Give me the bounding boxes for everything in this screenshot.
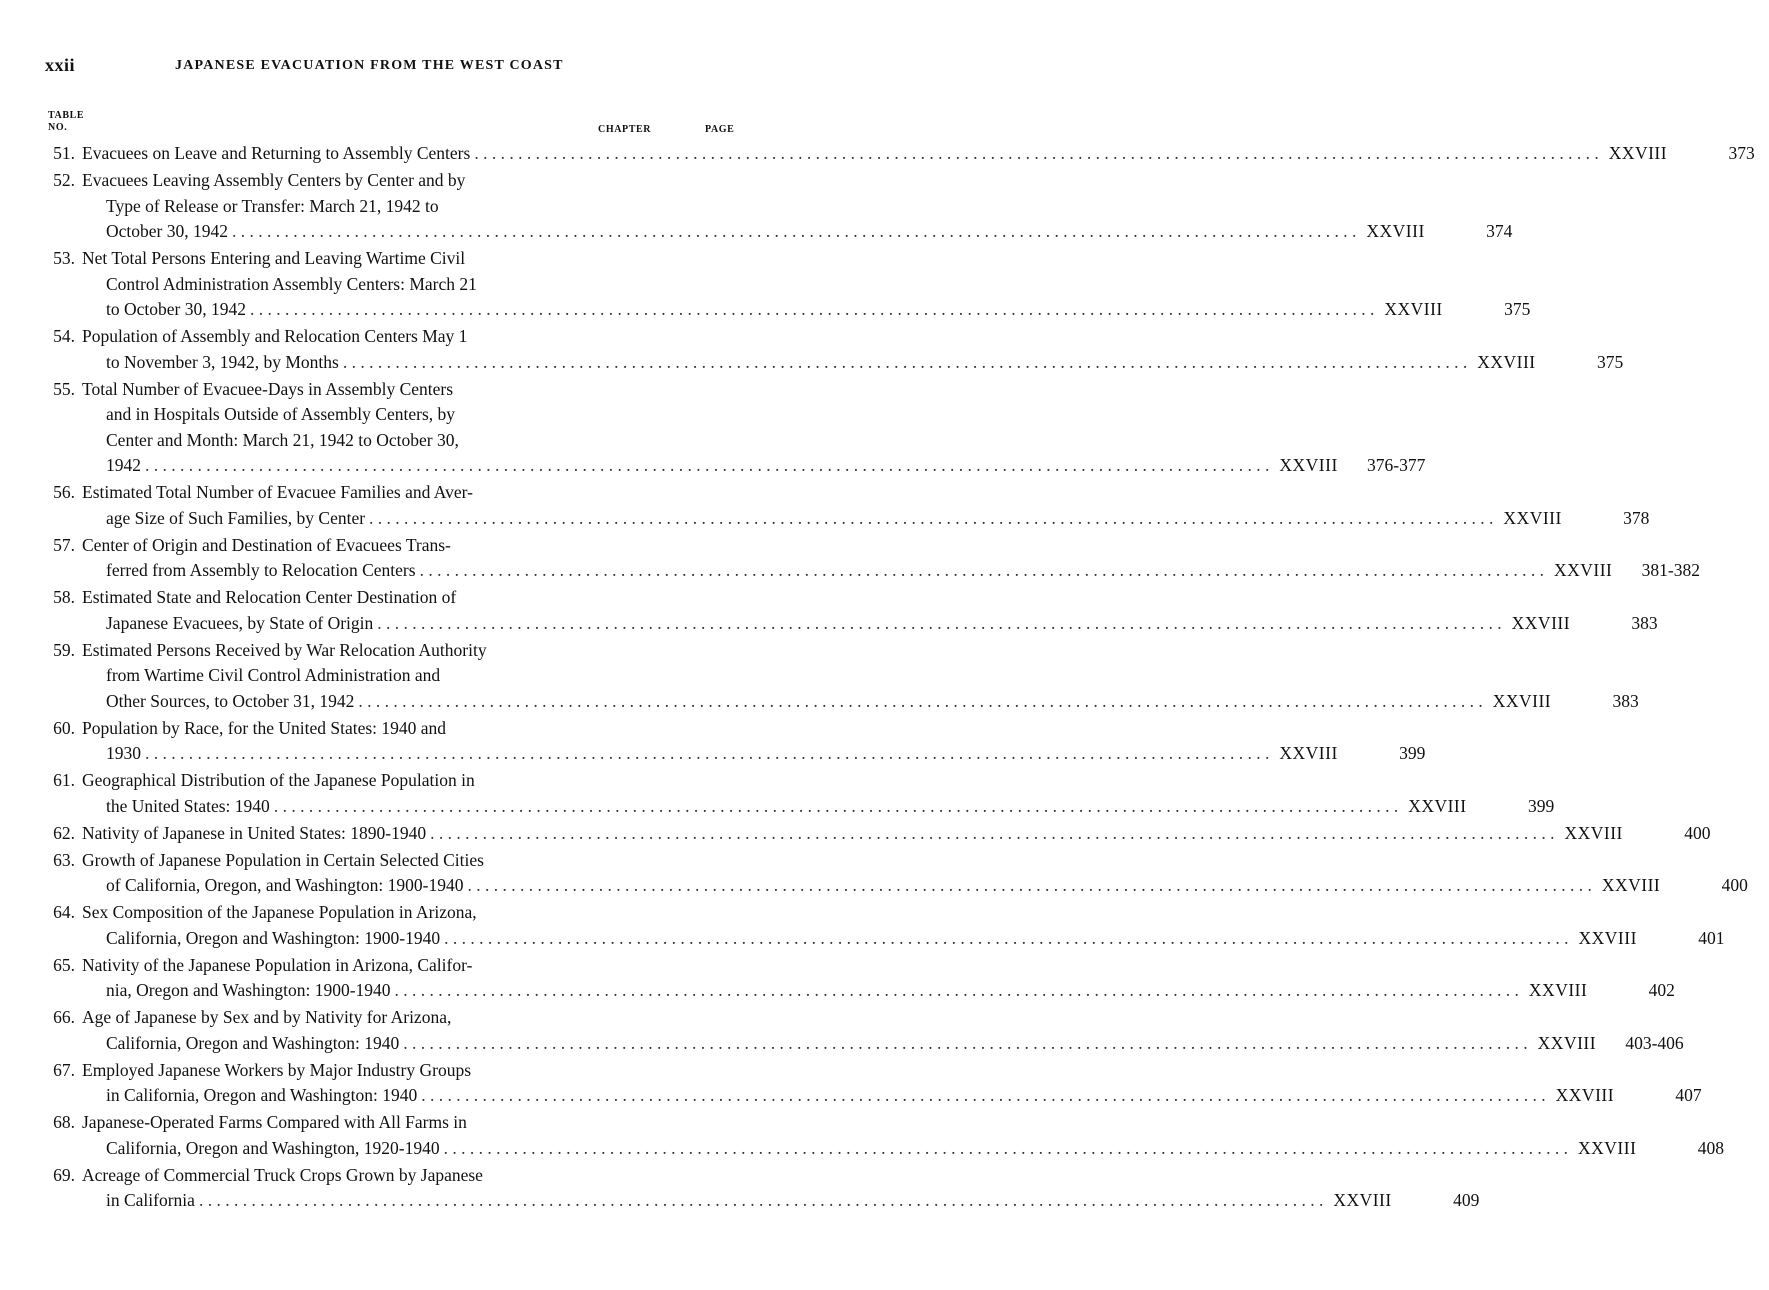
title-line: age Size of Such Families, by Center . . . [82,506,1493,532]
chapter-number: XXVIII [1601,875,1661,895]
chapter-number: XXVIII [1279,455,1338,475]
table-entry [42,168,1513,245]
page-header [45,55,765,81]
table-entry [42,638,1639,715]
table-title [82,1058,1546,1109]
page-number: xxii [45,55,76,75]
page-number-ref: 383 [1612,690,1639,711]
table-entry [42,141,1755,167]
dot-leader [250,297,1374,323]
title-line: Geographical Distribution of the Japanese Population in [82,770,475,790]
table-list [42,141,1755,1215]
table-number: 55. [53,378,75,399]
table-title [82,848,1592,899]
page-number-ref: 376-377 [1367,455,1426,475]
table-entry [42,480,1650,531]
title-line: nia, Oregon and Washington: 1900-1940 . . . [82,978,1519,1004]
table-entry [42,246,1531,323]
table-title [82,246,1374,323]
table-number: 64. [53,902,75,922]
page-number-ref: 407 [1675,1085,1702,1105]
table-entry [42,533,1700,584]
title-line: October 30, 1942 . . . [82,219,1356,245]
table-entry [42,1005,1684,1056]
page-number-ref: 399 [1399,743,1426,763]
table-number: 60. [53,717,75,738]
table-number: 63. [53,849,75,870]
table-number: 52. [53,170,75,190]
table-entry [42,324,1624,375]
page-number-ref: 378 [1623,507,1650,528]
chapter-heading: CHAPTER [598,124,652,135]
chapter-number: XXVIII [1408,795,1467,816]
dot-leader [403,1031,1527,1057]
title-line: from Wartime Civil Control Administration and [106,665,441,685]
title-line: Type of Release or Transfer: March 21, 1942 to [106,195,439,216]
chapter-number: XXVIII [1564,822,1623,843]
dot-leader [444,1136,1568,1162]
page-number-ref: 402 [1648,980,1675,1000]
table-number: 54. [53,326,75,346]
table-entry [42,716,1426,767]
chapter-number: XXVIII [1578,1137,1637,1158]
dot-leader [430,821,1554,847]
page-number-ref: 400 [1684,822,1711,843]
table-title [82,953,1519,1004]
title-line: Nativity of the Japanese Population in Arizona, Califor- [82,954,473,975]
table-title [82,141,1599,167]
dot-leader [199,1188,1323,1214]
table-title [82,168,1356,245]
page-number-ref: 373 [1728,143,1755,163]
table-number-heading: TABLE NO. [48,110,85,133]
title-line: to October 30, 1942 . . . [82,297,1374,323]
title-line: Estimated Total Number of Evacuee Families and Aver- [82,482,473,502]
table-title [82,324,1467,375]
title-line: Population by Race, for the United States: 1940 and [82,717,447,738]
dot-leader [232,219,1356,245]
table-number: 65. [53,954,75,975]
table-number: 69. [53,1164,75,1185]
title-line: Net Total Persons Entering and Leaving Wartime Civil [82,248,466,268]
dot-leader [358,689,1482,715]
dot-leader [467,873,1591,899]
dot-leader [145,741,1269,767]
table-entry [42,953,1675,1004]
page-number-ref: 381-382 [1641,560,1700,580]
chapter-number: XXVIII [1578,927,1637,948]
table-title [82,716,1269,767]
title-line: Nativity of Japanese in United States: 1890-1940 . . . [82,821,1554,847]
title-line: Estimated State and Relocation Center Destination of [82,587,457,607]
page-number-ref: 383 [1631,612,1658,633]
title-line: in California . . . [82,1188,1323,1214]
dot-leader [274,794,1398,820]
page-number-ref: 375 [1596,351,1624,372]
title-line: Other Sources, to October 31, 1942 . . . [82,689,1483,715]
page-number-ref: 401 [1698,927,1725,948]
title-line: 1942 . . . [82,453,1269,479]
chapter-number: XXVIII [1528,980,1588,1000]
title-line: Evacuees on Leave and Returning to Assembly Centers . . . [82,141,1599,167]
table-title [82,638,1483,715]
column-headings [48,110,760,140]
title-line: California, Oregon and Washington, 1920-1940 . . . [82,1136,1568,1162]
table-entry [42,900,1725,951]
chapter-number: XXVIII [1537,1032,1597,1053]
table-number: 53. [53,248,75,268]
dot-leader [369,506,1493,532]
table-title [82,533,1544,584]
page-number-ref: 375 [1504,299,1531,319]
table-number: 68. [53,1112,75,1132]
chapter-number: XXVIII [1366,221,1425,241]
table-number: 66. [53,1007,75,1027]
page-number-ref: 399 [1527,795,1555,816]
table-number: 59. [53,639,75,660]
title-line: Growth of Japanese Population in Certain Selected Cities [82,849,484,870]
title-line: the United States: 1940 . . . [82,794,1398,820]
title-line: 1930 . . . [82,741,1269,767]
title-line: Total Number of Evacuee-Days in Assembly Centers [82,378,454,399]
chapter-number: XXVIII [1279,743,1338,763]
chapter-number: XXVIII [1492,690,1552,711]
chapter-number: XXVIII [1555,1085,1615,1105]
table-entry [42,1058,1702,1109]
page-number-ref: 409 [1453,1190,1480,1210]
table-number: 58. [53,587,75,607]
title-line: Acreage of Commercial Truck Crops Grown by Japanese [82,1164,483,1185]
dot-leader [444,926,1568,952]
table-title [82,821,1554,847]
table-number: 56. [53,482,75,502]
table-entry [42,768,1555,819]
title-line: Population of Assembly and Relocation Centers May 1 [82,326,468,346]
dot-leader [474,141,1598,167]
chapter-number: XXVIII [1333,1190,1392,1210]
title-line: and in Hospitals Outside of Assembly Centers, by [106,404,456,424]
title-line: ferred from Assembly to Relocation Centers . . . [82,558,1544,584]
title-line: Employed Japanese Workers by Major Industry Groups [82,1059,472,1080]
table-title [82,480,1493,531]
title-line: Evacuees Leaving Assembly Centers by Center and by [82,170,466,190]
title-line: Center of Origin and Destination of Evacuees Trans- [82,534,451,555]
page-number-ref: 408 [1697,1137,1725,1158]
table-entry [42,377,1426,479]
title-line: Estimated Persons Received by War Relocation Authority [82,639,487,660]
table-title [82,900,1569,951]
dot-leader [377,611,1501,637]
dot-leader [421,1083,1545,1109]
dot-leader [420,558,1544,584]
table-number: 61. [53,770,75,790]
title-line: Control Administration Assembly Centers: March 21 [106,273,477,294]
table-title [82,1163,1323,1214]
title-line: in California, Oregon and Washington: 1940 . . . [82,1083,1546,1109]
table-title [82,377,1269,479]
dot-leader [145,453,1269,479]
chapter-number: XXVIII [1511,612,1571,633]
table-entry [42,1163,1480,1214]
table-entry [42,821,1711,847]
table-title [82,768,1398,819]
chapter-number: XXVIII [1503,507,1562,528]
chapter-number: XXVIII [1477,351,1536,372]
chapter-number: XXVIII [1553,560,1613,580]
page-heading: PAGE [705,124,735,135]
table-entry [42,585,1658,636]
table-title [82,1110,1568,1161]
dot-leader [343,350,1467,376]
running-title: JAPANESE EVACUATION FROM THE WEST COAST [175,58,564,73]
table-number: 57. [53,534,75,555]
table-number: 67. [53,1059,75,1080]
table-number: 62. [53,822,75,843]
table-title [82,1005,1528,1056]
title-line: California, Oregon and Washington: 1940 . . . [82,1031,1528,1057]
title-line: of California, Oregon, and Washington: 1900-1940 . . . [82,873,1592,899]
chapter-number: XXVIII [1608,143,1668,163]
title-line: Japanese Evacuees, by State of Origin . . . [82,611,1502,637]
table-number: 51. [53,143,75,163]
title-line: Age of Japanese by Sex and by Nativity for Arizona, [82,1007,452,1027]
table-title [82,585,1502,636]
table-entry [42,848,1748,899]
page-number-ref: 374 [1486,221,1513,241]
title-line: Sex Composition of the Japanese Population in Arizona, [82,902,477,922]
table-entry [42,1110,1725,1161]
title-line: California, Oregon and Washington: 1900-1940 . . . [82,926,1569,952]
dot-leader [395,978,1519,1004]
chapter-number: XXVIII [1384,299,1443,319]
title-line: Japanese-Operated Farms Compared with All Farms in [82,1112,467,1132]
page-number-ref: 403-406 [1625,1032,1684,1053]
title-line: Center and Month: March 21, 1942 to October 30, [106,429,459,450]
page-number-ref: 400 [1721,875,1748,895]
title-line: to November 3, 1942, by Months . . . [82,350,1467,376]
